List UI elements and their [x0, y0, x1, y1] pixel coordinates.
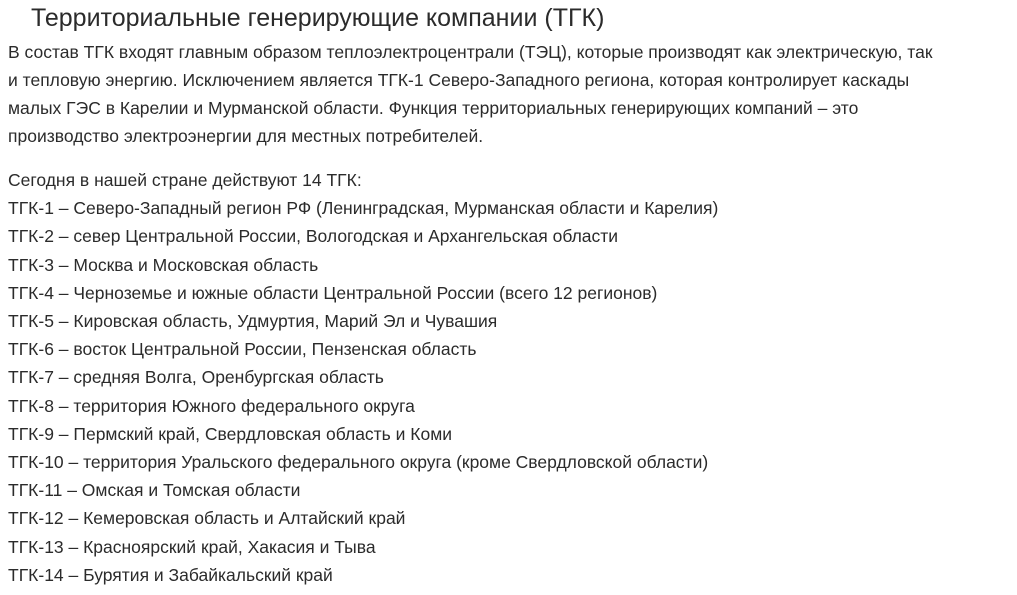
intro-line: В состав ТГК входят главным образом теплоэлектроцентрали (ТЭЦ), которые производят как электрическую, так: [8, 42, 933, 62]
tgk-list: [8, 194, 1008, 589]
intro-line: производство электроэнергии для местных потребителей.: [8, 126, 484, 146]
list-item-tgk-1: ТГК-1 – Северо-Западный регион РФ (Ленинградская, Мурманская области и Карелия): [8, 198, 719, 219]
intro-paragraph: [8, 38, 1008, 150]
intro-line: малых ГЭС в Карелии и Мурманской области. Функция территориальных генерирующих компаний – это: [8, 98, 859, 118]
list-item-tgk-6: ТГК-6 – восток Центральной России, Пензенская область: [8, 339, 477, 360]
list-item-tgk-5: ТГК-5 – Кировская область, Удмуртия, Марий Эл и Чувашия: [8, 311, 498, 332]
list-item-tgk-2: ТГК-2 – север Центральной России, Вологодская и Архангельская области: [8, 226, 619, 247]
page-title: Территориальные генерирующие компании (ТГК): [31, 4, 605, 32]
list-item-tgk-4: ТГК-4 – Черноземье и южные области Центральной России (всего 12 регионов): [8, 282, 658, 303]
list-item-tgk-11: ТГК-11 – Омская и Томская области: [8, 480, 301, 501]
list-item-tgk-13: ТГК-13 – Красноярский край, Хакасия и Тыва: [8, 536, 376, 557]
list-item-tgk-8: ТГК-8 – территория Южного федерального округа: [8, 395, 415, 416]
list-item-tgk-10: ТГК-10 – территория Уральского федерального округа (кроме Свердловской области): [8, 452, 709, 473]
list-lead: Сегодня в нашей стране действуют 14 ТГК:: [8, 170, 362, 190]
list-item-tgk-14: ТГК-14 – Бурятия и Забайкальский край: [8, 564, 333, 585]
list-item-tgk-12: ТГК-12 – Кемеровская область и Алтайский край: [8, 508, 406, 529]
list-item-tgk-9: ТГК-9 – Пермский край, Свердловская область и Коми: [8, 423, 453, 444]
tgk-list-section: [8, 166, 1008, 589]
list-item-tgk-7: ТГК-7 – средняя Волга, Оренбургская область: [8, 367, 384, 388]
intro-line: и тепловую энергию. Исключением является ТГК-1 Северо-Западного региона, которая контролирует каскады: [8, 70, 910, 90]
list-item-tgk-3: ТГК-3 – Москва и Московская область: [8, 254, 319, 275]
